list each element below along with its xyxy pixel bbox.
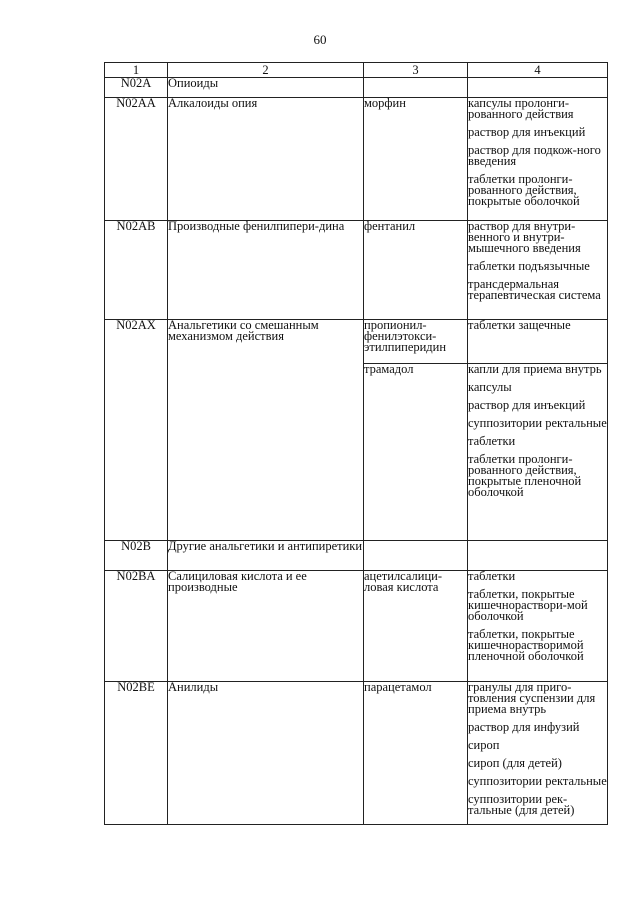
atc-code-cell: N02B: [105, 541, 168, 571]
atc-group-cell: Производные фенилпипери-дина: [168, 221, 364, 320]
dosage-form: капсулы: [468, 380, 512, 394]
dosage-form: раствор для внутри-венного и внутри-мышечного введения: [468, 219, 581, 255]
dosage-form: таблетки, покрытые кишечнораствори-мой оболочкой: [468, 587, 588, 623]
substance-cell: [364, 541, 468, 571]
dosage-form: раствор для инфузий: [468, 720, 580, 734]
dosage-form: капсулы пролонги-рованного действия: [468, 96, 574, 121]
table-row: [105, 541, 608, 571]
atc-group-cell: Салициловая кислота и ее производные: [168, 571, 364, 682]
substance-cell: фентанил: [364, 221, 468, 320]
column-header: 3: [364, 63, 468, 78]
dosage-form: таблетки, покрытые кишечнорастворимой пленочной оболочкой: [468, 627, 584, 663]
table-row: [105, 682, 608, 825]
column-header: 1: [105, 63, 168, 78]
atc-group-cell: Анилиды: [168, 682, 364, 825]
substance-cell: морфин: [364, 98, 468, 221]
atc-code-cell: N02A: [105, 78, 168, 98]
atc-group-cell: Алкалоиды опия: [168, 98, 364, 221]
atc-code-cell: N02AA: [105, 98, 168, 221]
dosage-forms-cell: [468, 682, 608, 825]
dosage-forms-cell: [468, 78, 608, 98]
dosage-form: суппозитории ректальные: [468, 774, 607, 788]
atc-classification-table: [104, 62, 608, 825]
dosage-form: сироп (для детей): [468, 756, 562, 770]
atc-code-cell: N02BE: [105, 682, 168, 825]
substance-cell: трамадол: [364, 364, 468, 541]
table-row: [105, 320, 608, 364]
dosage-form: суппозитории ректальные: [468, 416, 607, 430]
dosage-form: раствор для инъекций: [468, 125, 586, 139]
table-row: [105, 98, 608, 221]
dosage-forms-cell: [468, 571, 608, 682]
dosage-form: таблетки пролонги-рованного действия, покрытые оболочкой: [468, 172, 580, 208]
table-row: [105, 571, 608, 682]
substance-cell: пропионил-фенилэтокси-этилпиперидин: [364, 320, 468, 364]
substance-cell: ацетилсалици-ловая кислота: [364, 571, 468, 682]
dosage-forms-cell: [468, 98, 608, 221]
dosage-forms-cell: [468, 320, 608, 364]
atc-group-cell: Опиоиды: [168, 78, 364, 98]
column-header: 4: [468, 63, 608, 78]
dosage-form: таблетки подъязычные: [468, 259, 590, 273]
substance-cell: парацетамол: [364, 682, 468, 825]
dosage-form: таблетки защечные: [468, 318, 571, 332]
page-number: 60: [313, 32, 327, 47]
dosage-form: гранулы для приго-товления суспензии для приема внутрь: [468, 680, 596, 716]
atc-code-cell: N02AX: [105, 320, 168, 541]
dosage-forms-cell: [468, 364, 608, 541]
dosage-forms-cell: [468, 541, 608, 571]
dosage-form: раствор для инъекций: [468, 398, 586, 412]
dosage-form: раствор для подкож-ного введения: [468, 143, 601, 168]
dosage-form: таблетки: [468, 569, 516, 583]
atc-group-cell: Другие анальгетики и антипиретики: [168, 541, 364, 571]
table-row: [105, 221, 608, 320]
atc-code-cell: N02AB: [105, 221, 168, 320]
dosage-forms-cell: [468, 221, 608, 320]
atc-group-cell: Анальгетики со смешанным механизмом действия: [168, 320, 364, 541]
dosage-form: трансдермальная терапевтическая система: [468, 277, 601, 302]
table-row: [105, 78, 608, 98]
dosage-form: капли для приема внутрь: [468, 362, 602, 376]
dosage-form: таблетки пролонги-рованного действия, покрытые пленочной оболочкой: [468, 452, 582, 499]
dosage-form: суппозитории рек-тальные (для детей): [468, 792, 575, 817]
dosage-form: таблетки: [468, 434, 516, 448]
substance-cell: [364, 78, 468, 98]
dosage-form: сироп: [468, 738, 500, 752]
atc-code-cell: N02BA: [105, 571, 168, 682]
column-header: 2: [168, 63, 364, 78]
table-body: [105, 78, 608, 825]
